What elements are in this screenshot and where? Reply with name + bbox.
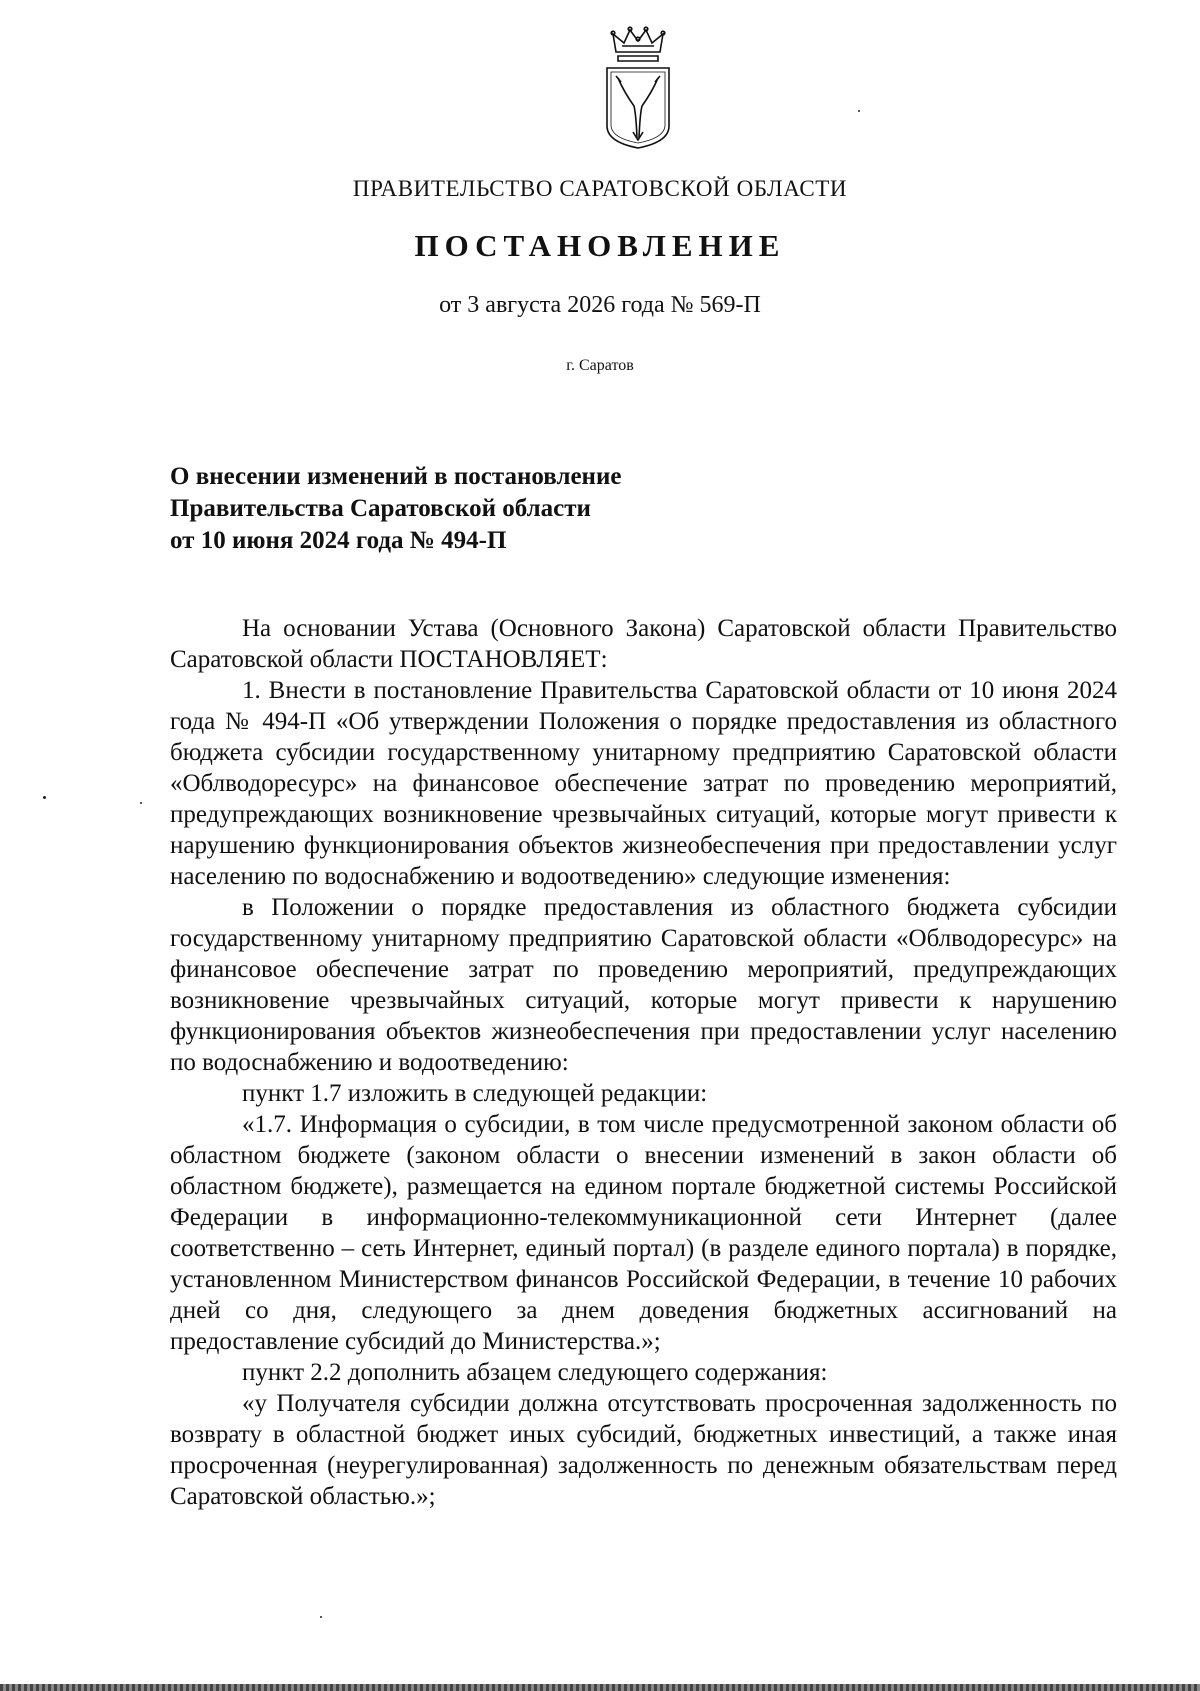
scan-edge: [0, 1684, 1200, 1691]
title-line: О внесении изменений в постановление: [170, 463, 622, 490]
saratov-coat-of-arms-icon: [600, 26, 676, 150]
body-paragraph: «1.7. Информация о субсидии, в том числе предусмотренной законом области об областном бюджете (законом области о внесении изменений в закон области об областном бюджете), размещается на едином портале бюджетной системы Российской Федерации в информационно-телекоммуникационной сети Интернет (далее соответственно – сеть Интернет, единый портал) (в разделе единого портала) в порядке, установленном Министерством финансов Российской Федерации, в течение 10 рабочих дней со дня, следующего за днем доведения бюджетных ассигнований на предоставление субсидий до Министерства.»;: [170, 1111, 1117, 1355]
document-city: г. Саратов: [566, 357, 634, 374]
title-line: Правительства Саратовской области: [170, 495, 591, 522]
body-paragraph: пункт 1.7 изложить в следующей редакции:: [242, 1080, 708, 1107]
body-paragraph: «у Получателя субсидии должна отсутствовать просроченная задолженность по возврату в областной бюджет иных субсидий, бюджетных инвестиций, а также иная просроченная (неурегулированная) задолженность по денежным обязательствам перед Саратовской областью.»;: [170, 1390, 1117, 1510]
document-body: [170, 613, 1117, 1512]
body-paragraph: пункт 2.2 дополнить абзацем следующего содержания:: [242, 1359, 828, 1386]
scan-speck: [43, 796, 46, 799]
government-name: ПРАВИТЕЛЬСТВО САРАТОВСКОЙ ОБЛАСТИ: [352, 176, 848, 201]
scan-speck: [320, 1616, 322, 1618]
title-line: от 10 июня 2024 года № 494-П: [170, 527, 507, 554]
document-date-number: от 3 августа 2026 года № 569-П: [439, 292, 761, 318]
document-type: ПОСТАНОВЛЕНИЕ: [414, 228, 786, 263]
scan-speck: [858, 110, 860, 112]
body-paragraph: На основании Устава (Основного Закона) Саратовской области Правительство Саратовской области ПОСТАНОВЛЯЕТ:: [170, 615, 1117, 673]
body-paragraph: в Положении о порядке предоставления из областного бюджета субсидии государственному унитарному предприятию Саратовской области «Облводоресурс» на финансовое обеспечение затрат по проведению мероприятий, предупреждающих возникновение чрезвычайных ситуаций, которые могут привести к нарушению функционирования объектов жизнеобеспечения при предоставлении услуг населению по водоснабжению и водоотведению:: [170, 894, 1117, 1076]
scan-speck: [140, 802, 142, 804]
body-paragraph: 1. Внести в постановление Правительства Саратовской области от 10 июня 2024 года № 494-П «Об утверждении Положения о порядке предоставления из областного бюджета субсидии государственному унитарному предприятию Саратовской области «Облводоресурс» на финансовое обеспечение затрат по проведению мероприятий, предупреждающих возникновение чрезвычайных ситуаций, которые могут привести к нарушению функционирования объектов жизнеобеспечения при предоставлении услуг населению по водоснабжению и водоотведению» следующие изменения:: [170, 677, 1117, 890]
document-title: [170, 461, 870, 557]
